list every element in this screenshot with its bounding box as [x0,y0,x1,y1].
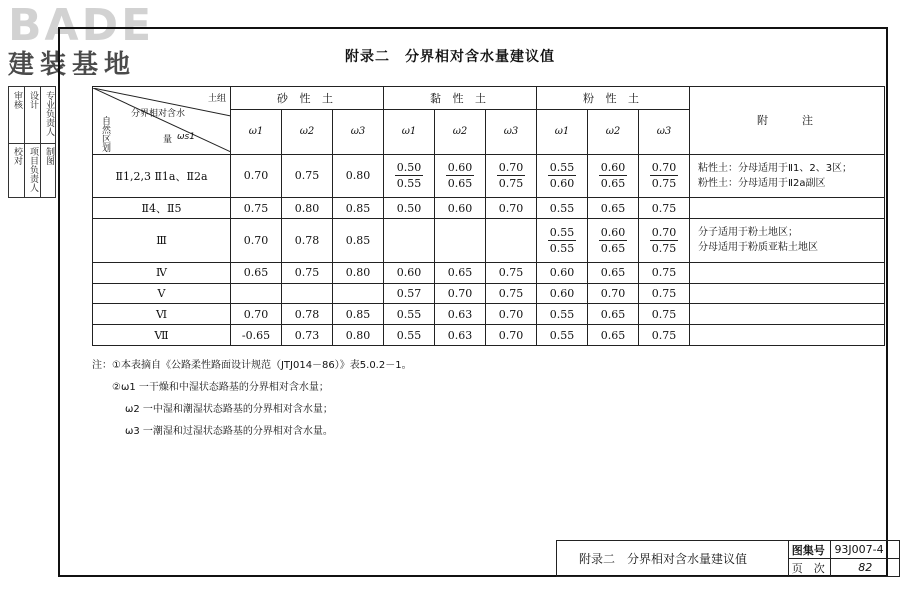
page-label: 页 次 [788,559,831,577]
value-cell: 0.65 [231,262,282,283]
value-cell: -0.65 [231,325,282,346]
value-cell: 0.65 [588,304,639,325]
fraction-cell [435,154,486,198]
denominator: 0.65 [600,177,626,191]
numerator: 0.60 [447,161,473,175]
value-cell: 0.80 [333,154,384,198]
atlas-label: 图集号 [788,541,831,559]
group-silt: 粉 性 土 [537,87,690,110]
strip-label: 设计 [28,91,38,109]
fraction-cell [639,154,690,198]
numerator: 0.60 [600,225,626,239]
denominator: 0.75 [651,241,677,255]
region-cell: Ⅱ1,2,3 Ⅱ1a、Ⅱ2a [93,154,231,198]
value-cell: 0.65 [588,198,639,219]
strip-label: 审核 [12,91,22,109]
value-cell: 0.50 [384,198,435,219]
value-cell: 0.75 [639,262,690,283]
note-line: 粘性土：分母适用于Ⅱ1、2、3区； [698,162,853,174]
value-cell: 0.85 [333,198,384,219]
title-block-name: 附录二 分界相对含水量建议值 [557,541,789,577]
value-cell: 0.80 [333,262,384,283]
value-cell: 0.55 [537,325,588,346]
value-cell: 0.55 [384,325,435,346]
page-title: 附录二 分界相对含水量建议值 [345,49,555,65]
group-clay: 黏 性 土 [384,87,537,110]
denominator: 0.75 [651,177,677,191]
value-cell [486,219,537,263]
fraction-cell [588,219,639,263]
logo-wordmark: BADE [8,0,155,51]
corner-omega: ωs1 [177,132,195,143]
value-cell: 0.65 [588,262,639,283]
strip-label: 项目负责人 [28,147,38,192]
value-cell: 0.60 [435,198,486,219]
value-cell: 0.60 [537,283,588,304]
note-cell [690,325,885,346]
value-cell: 0.60 [537,262,588,283]
region-cell: Ⅴ [93,283,231,304]
table-row [93,325,885,346]
note-line: 分子适用于粉土地区； [698,227,799,239]
note-cell [690,198,885,219]
value-cell: 0.70 [231,154,282,198]
note-cell [690,154,885,198]
value-cell: 0.55 [537,304,588,325]
note-cell [690,262,885,283]
fraction-cell [639,219,690,263]
footnote-line: ②ω1 一干燥和中湿状态路基的分界相对含水量； [112,382,329,393]
numerator: 0.55 [549,225,575,239]
value-cell: 0.75 [282,262,333,283]
sub-omega2: ω2 [282,110,333,154]
sub-omega1: ω1 [384,110,435,154]
denominator: 0.75 [498,177,524,191]
table-row [93,219,885,263]
logo-subtitle: 建装基地 [8,50,137,80]
footnotes [92,355,412,443]
strip-label: 专业负责人 [44,91,54,136]
corner-moisture-label: 分界相对含水 [131,109,186,120]
sub-omega3: ω3 [486,110,537,154]
value-cell: 0.57 [384,283,435,304]
value-cell [384,219,435,263]
fraction-cell [537,219,588,263]
numerator: 0.70 [651,161,677,175]
value-cell [282,283,333,304]
region-cell: Ⅵ [93,304,231,325]
value-cell: 0.70 [588,283,639,304]
table-row [93,262,885,283]
sub-omega1: ω1 [231,110,282,154]
footnote-line: 注：①本表摘自《公路柔性路面设计规范（JTJ014－86）》表5.0.2－1。 [92,360,412,371]
sub-omega3: ω3 [639,110,690,154]
table-row [93,304,885,325]
strip-label: 制图 [44,147,54,165]
value-cell: 0.75 [282,154,333,198]
value-cell: 0.75 [486,283,537,304]
fraction-cell [384,154,435,198]
footnote-line: ω2 一中湿和潮湿状态路基的分界相对含水量； [125,404,333,415]
strip-label: 校对 [12,147,22,165]
fraction-cell [588,154,639,198]
numerator: 0.60 [600,161,626,175]
value-cell: 0.70 [486,198,537,219]
corner-moisture-label2: 量 [163,135,173,146]
moisture-table [92,86,885,346]
value-cell [435,219,486,263]
value-cell: 0.78 [282,304,333,325]
value-cell: 0.70 [486,325,537,346]
value-cell: 0.75 [639,304,690,325]
numerator: 0.55 [549,161,575,175]
footnote-line: ω3 一潮湿和过湿状态路基的分界相对含水量。 [125,426,333,437]
value-cell: 0.60 [384,262,435,283]
value-cell: 0.85 [333,219,384,263]
numerator: 0.70 [498,161,524,175]
table-row [93,283,885,304]
value-cell: 0.65 [435,262,486,283]
table-row [93,154,885,198]
region-cell: Ⅳ [93,262,231,283]
sub-omega2: ω2 [588,110,639,154]
denominator: 0.55 [396,177,422,191]
numerator: 0.70 [651,225,677,239]
value-cell: 0.70 [486,304,537,325]
sub-omega3: ω3 [333,110,384,154]
value-cell: 0.65 [588,325,639,346]
corner-header [93,87,231,155]
value-cell: 0.75 [639,283,690,304]
sub-omega2: ω2 [435,110,486,154]
note-cell [690,283,885,304]
atlas-number: 93J007-4 [831,541,900,559]
note-header: 附 注 [690,87,885,155]
value-cell: 0.75 [639,198,690,219]
fraction-cell [486,154,537,198]
corner-soil-label: 土组 [207,94,226,105]
fraction-cell [537,154,588,198]
value-cell: 0.63 [435,325,486,346]
value-cell: 0.70 [435,283,486,304]
numerator: 0.50 [396,161,422,175]
value-cell: 0.80 [282,198,333,219]
value-cell: 0.85 [333,304,384,325]
value-cell: 0.80 [333,325,384,346]
region-cell: Ⅲ [93,219,231,263]
note-line: 粉性土：分母适用于Ⅱ2a副区 [698,177,826,189]
denominator: 0.65 [600,241,626,255]
page-number: 82 [831,559,900,577]
denominator: 0.55 [549,241,575,255]
value-cell [333,283,384,304]
value-cell: 0.70 [231,219,282,263]
denominator: 0.65 [447,177,473,191]
table-row [93,198,885,219]
value-cell: 0.70 [231,304,282,325]
note-cell [690,304,885,325]
value-cell: 0.63 [435,304,486,325]
value-cell: 0.55 [384,304,435,325]
region-cell: Ⅶ [93,325,231,346]
denominator: 0.60 [549,177,575,191]
group-sand: 砂 性 土 [231,87,384,110]
note-cell [690,219,885,263]
value-cell: 0.75 [231,198,282,219]
title-block [556,540,900,577]
note-line: 分母适用于粉质亚粘土地区 [698,242,819,254]
value-cell: 0.73 [282,325,333,346]
sub-omega1: ω1 [537,110,588,154]
value-cell: 0.75 [486,262,537,283]
corner-region-label: 自然区划 [100,116,110,153]
value-cell [231,283,282,304]
value-cell: 0.55 [537,198,588,219]
signature-strip [8,86,56,198]
region-cell: Ⅱ4、Ⅱ5 [93,198,231,219]
value-cell: 0.78 [282,219,333,263]
value-cell: 0.75 [639,325,690,346]
